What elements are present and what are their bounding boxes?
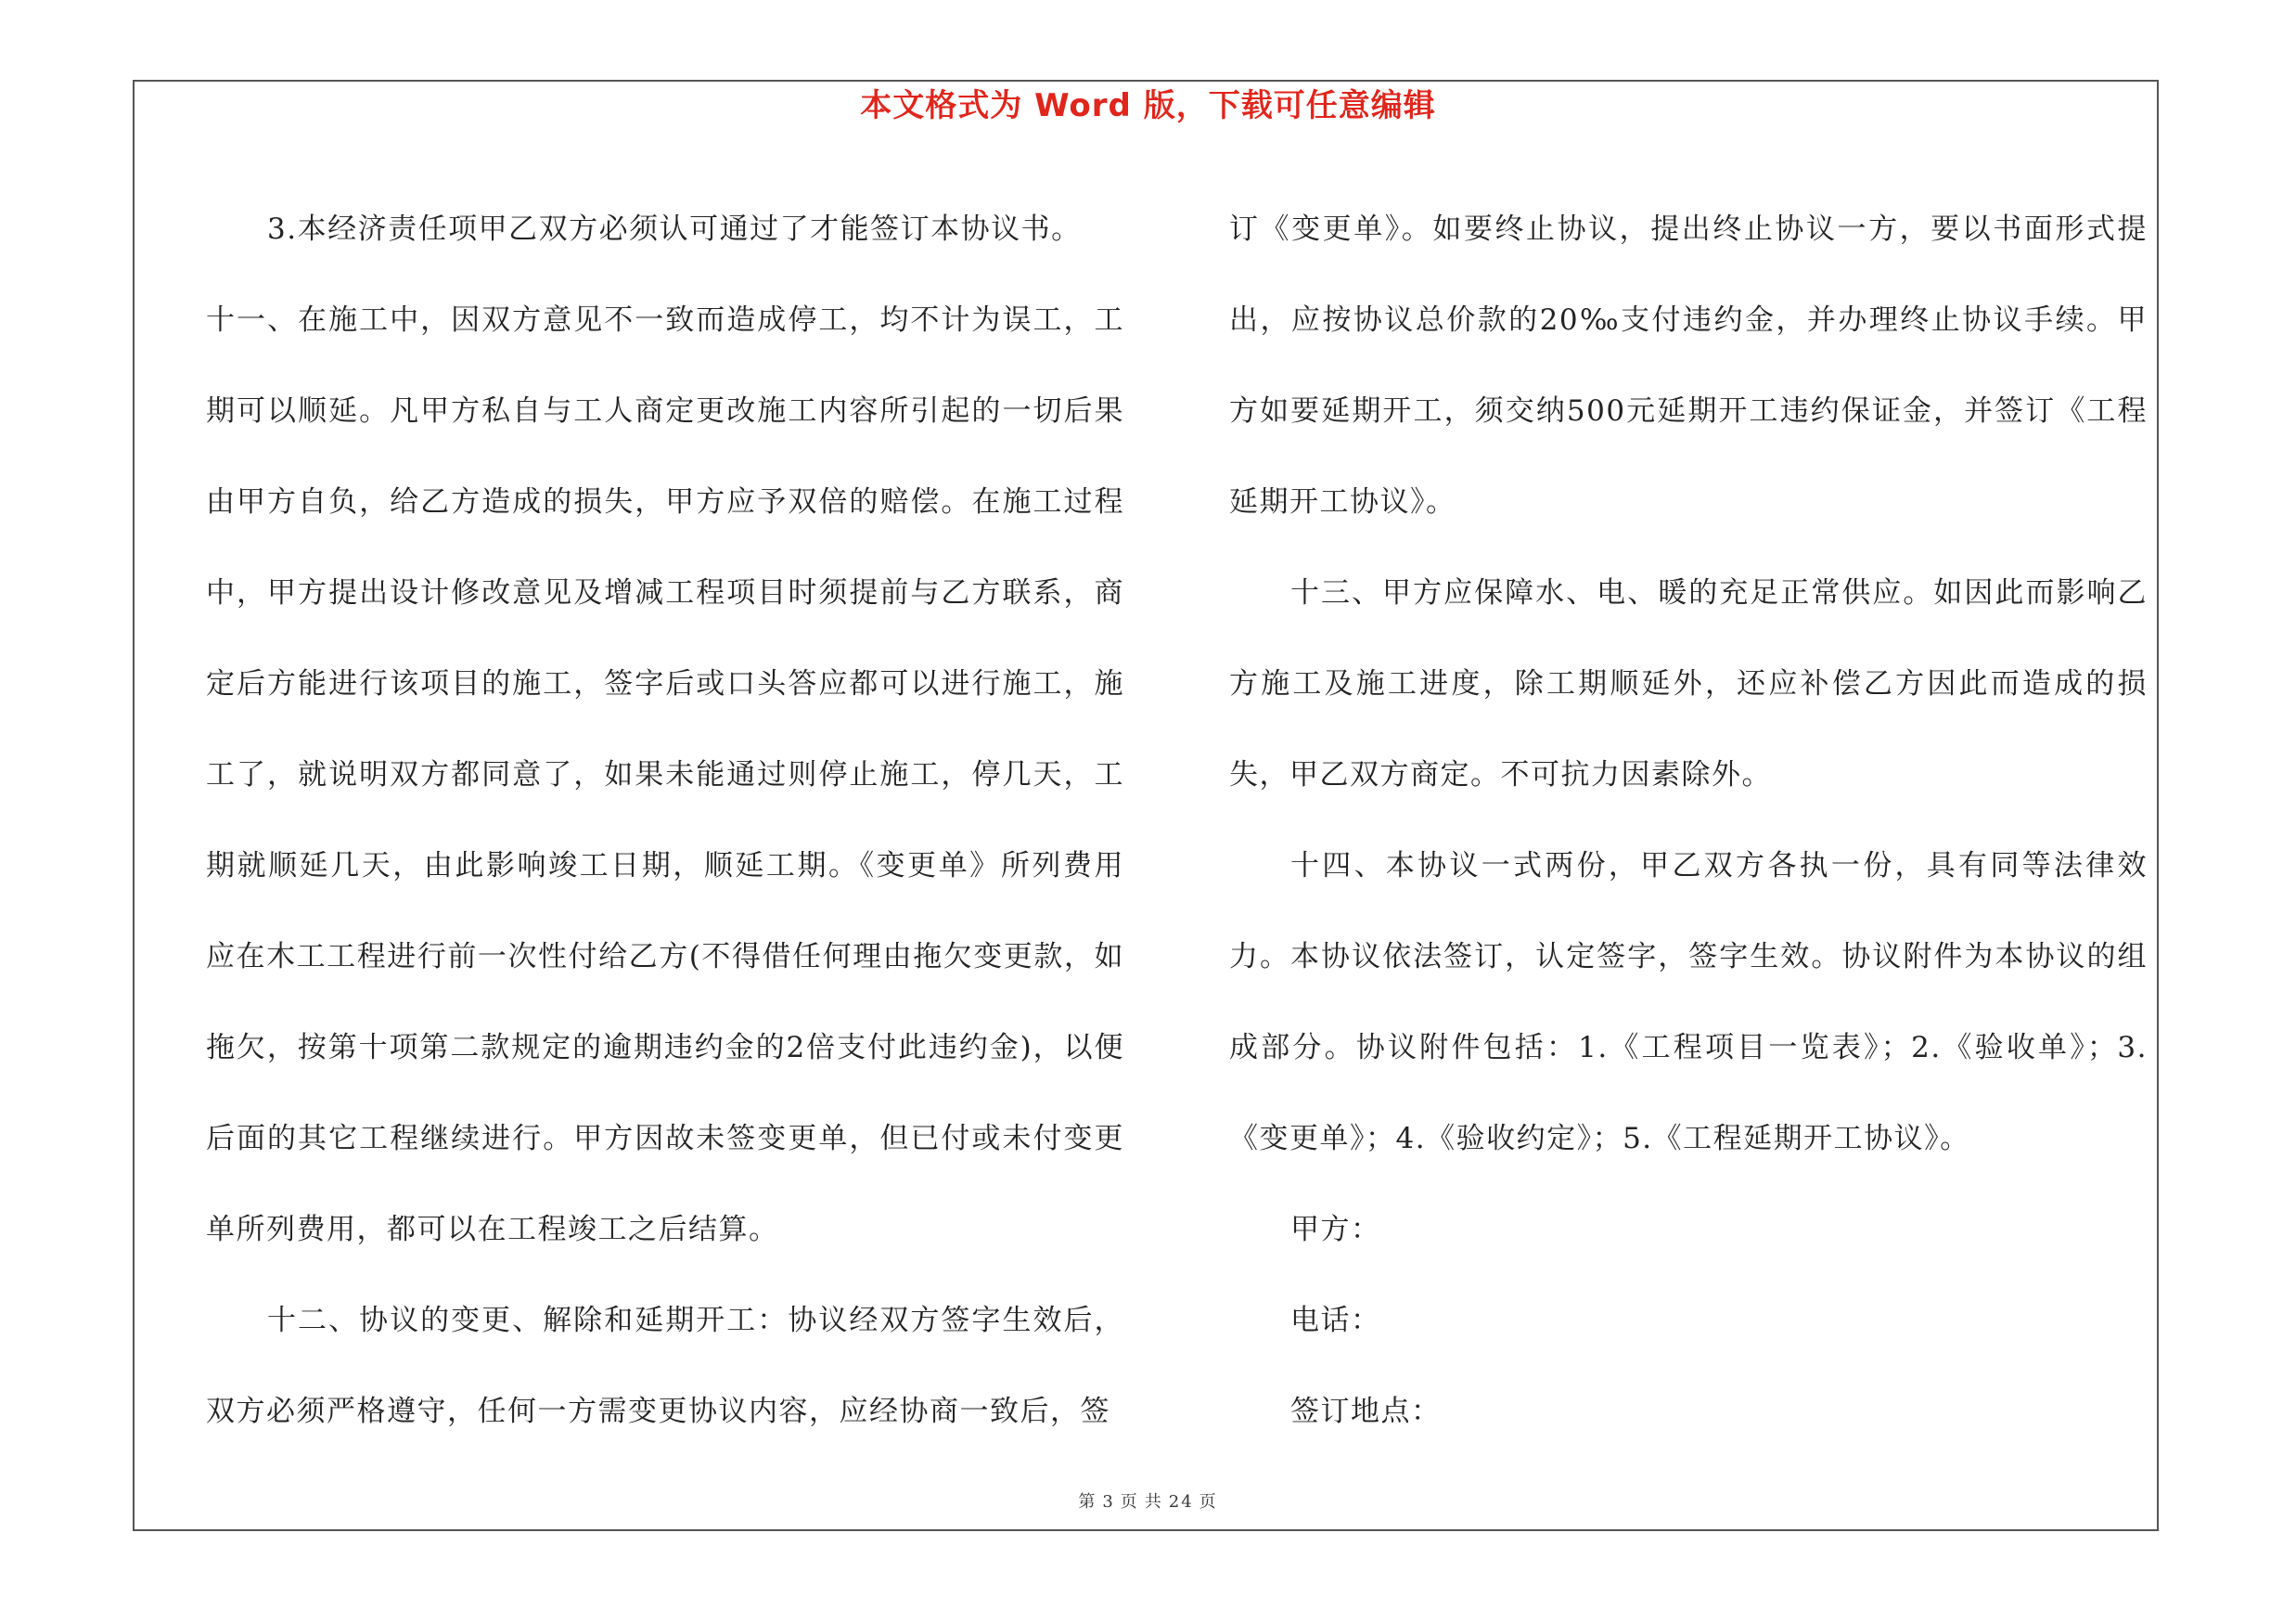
signing-place-label: 签订地点： [1290, 1395, 1442, 1428]
paragraph-clause-11: 十一、在施工中，因双方意见不一致而造成停工，均不计为误工，工期可以顺延。凡甲方私自与工人商定更改施工内容所引起的一切后果由甲方自负，给乙方造成的损失，甲方应予双倍的赔偿。在施工过程中，甲方提出设计修改意见及增减工程项目时须提前与乙方联系，商定后方能进行该项目的施工，签字后或口头答应都可以进行施工，施工了，就说明双方都同意了，如果未能通过则停止施工，停几天，工期就顺延几天，由此影响竣工日期，顺延工期。《变更单》所列费用应在木工工程进行前一次性付给乙方(不得借任何理由拖欠变更款，如拖欠，按第十项第二款规定的逾期违约金的2倍支付此违约金)，以便后面的其它工程继续进行。甲方因故未签变更单，但已付或未付变更单所列费用，都可以在工程竣工之后结算。 [206, 303, 1124, 1246]
footer-current-page: 3 [1102, 1492, 1115, 1512]
footer-page-word: 页 [1120, 1492, 1139, 1512]
footer-total-pages: 24 [1168, 1492, 1194, 1512]
footer-prefix: 第 [1078, 1492, 1097, 1512]
page-footer [0, 1488, 2296, 1513]
footer-suffix: 页 [1199, 1492, 1218, 1512]
footer-total-word: 共 [1144, 1492, 1163, 1512]
right-column [1229, 184, 2148, 1457]
paragraph-clause-3: 3.本经济责任项甲乙双方必须认可通过了才能签订本协议书。 [267, 213, 1082, 246]
phone-label: 电话： [1290, 1304, 1381, 1337]
paragraph-clause-14: 十四、本协议一式两份，甲乙双方各执一份，具有同等法律效力。本协议依法签订，认定签字，签字生效。协议附件为本协议的组成部分。协议附件包括：1.《工程项目一览表》；2.《验收单》；3.《变更单》；4.《验收约定》；5.《工程延期开工协议》。 [1229, 849, 2148, 1155]
paragraph-clause-13: 十三、甲方应保障水、电、暖的充足正常供应。如因此而影响乙方施工及施工进度，除工期顺延外，还应补偿乙方因此而造成的损失，甲乙双方商定。不可抗力因素除外。 [1229, 576, 2148, 792]
format-banner: 本文格式为 Word 版，下载可任意编辑 [860, 87, 1436, 124]
paragraph-clause-12-end: 订《变更单》。如要终止协议，提出终止协议一方，要以书面形式提出，应按协议总价款的20‰支付违约金，并办理终止协议手续。甲方如要延期开工，须交纳500元延期开工违约保证金，并签订《工程延期开工协议》。 [1229, 213, 2148, 519]
left-column [206, 184, 1124, 1457]
paragraph-clause-12-start: 十二、协议的变更、解除和延期开工：协议经双方签字生效后，双方必须严格遵守，任何一方需变更协议内容，应经协商一致后，签 [206, 1304, 1124, 1428]
party-a-label: 甲方： [1290, 1213, 1381, 1246]
